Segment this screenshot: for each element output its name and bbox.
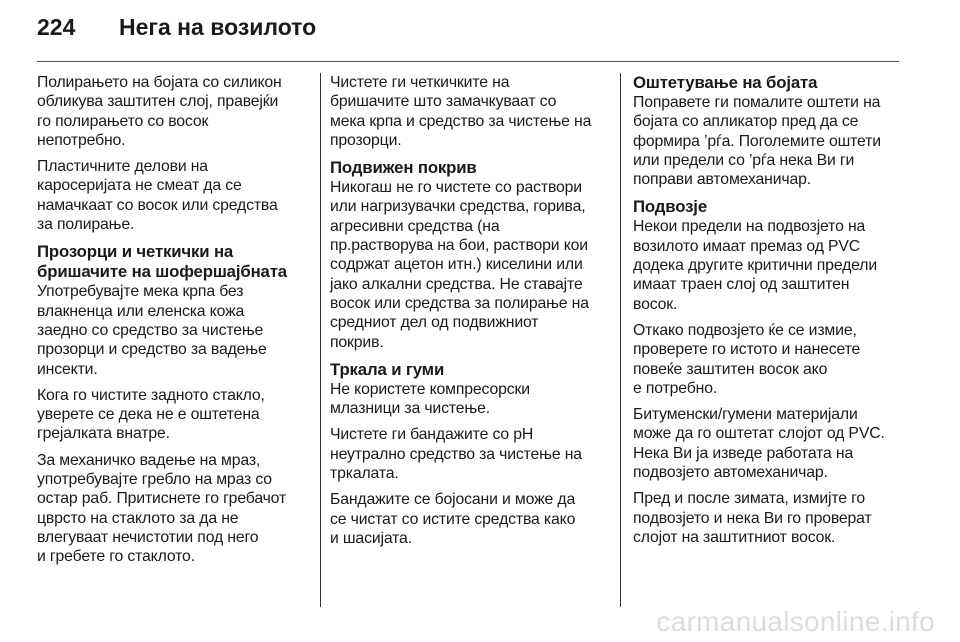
paragraph: Некои предели на подвозјето на возилото имаат премаз од PVC додека другите критични предели имаат траен слој од заштитен восок. — [633, 218, 878, 313]
paragraph: Не користете компресорски млазници за чистење. — [330, 380, 530, 418]
paragraph: Никогаш не го чистете со раствори или нагризувачки средства, горива, агресивни средства (на пр.растворува на бои, раствори кои содржат ацетон итн.) киселини или јако алкални средства. Не ставајте восок или средства за полирање на средниот дел од подвижниот покрив. — [330, 179, 589, 351]
paragraph: Чистете ги четкичките на бришачите што замачкуваат со мека крпа и средство за чистење на прозорци. — [330, 74, 592, 149]
paragraph: Поправете ги помалите оштети на бојата со апликатор пред да се формира ’рѓа. Поголемите оштети или предели со ’рѓа нека Ви ги поправи автомеханичар. — [633, 94, 881, 189]
paragraph: Кога го чистите задното стакло, уверете се дека не е оштетена грејалката внатре. — [37, 386, 265, 443]
section-heading: Подвозје — [633, 197, 708, 217]
page-header — [37, 14, 316, 50]
paragraph: Полирањето на бојата со силикон обликува заштитен слој, правејќи го полирањето со восок непотребно. — [37, 74, 282, 149]
paragraph: Битуменски/гумени материјали може да го оштетат слојот од PVC. Нека Ви ја изведе работата на подвозјето автомеханичар. — [633, 406, 885, 482]
paragraph: Употребувајте мека крпа без влакненца или еленска кожа заедно со средство за чистење прозорци и средство за вадење инсекти. — [37, 283, 267, 378]
paragraph: Откако подвозјето ќе се измие, проверете го истото и нанесете повеќе заштитен восок ако е потребно. — [633, 321, 861, 397]
section-heading: Тркала и гуми — [330, 359, 445, 379]
paragraph: За механичко вадење на мраз, употребувајте гребло на мраз со остар раб. Притиснете го гребачот цврсто на стаклото за да не влегуваат нечистотии под него и гребете го стаклото. — [37, 451, 287, 566]
text-column-3 — [633, 73, 911, 554]
page-title: Нега на возилото — [119, 14, 317, 40]
column-divider-2 — [620, 73, 621, 607]
paragraph: Пластичните делови на каросеријата не смеат да се намачкаат со восок или средства за полирање. — [37, 158, 278, 234]
paragraph: Пред и после зимата, измијте го подвозјето и нека Ви го проверат слојот на заштитниот восок. — [633, 490, 872, 546]
watermark: carmanualsonline.info — [656, 606, 935, 637]
section-heading: Оштетување на бојата — [633, 73, 818, 92]
paragraph: Чистете ги бандажите со pH неутрално средство за чистење на тркалата. — [330, 426, 582, 483]
column-divider-1 — [320, 73, 321, 607]
text-column-2 — [330, 73, 610, 555]
section-heading: Подвижен покрив — [330, 158, 477, 178]
section-heading: Прозорци и четкички на бришачите на шофершајбната — [37, 242, 287, 282]
header-divider — [37, 61, 899, 62]
text-column-1 — [37, 73, 317, 574]
paragraph: Бандажите се бојосани и може да се чистат со истите средства како и шасијата. — [330, 491, 576, 547]
page-number: 224 — [37, 14, 76, 40]
